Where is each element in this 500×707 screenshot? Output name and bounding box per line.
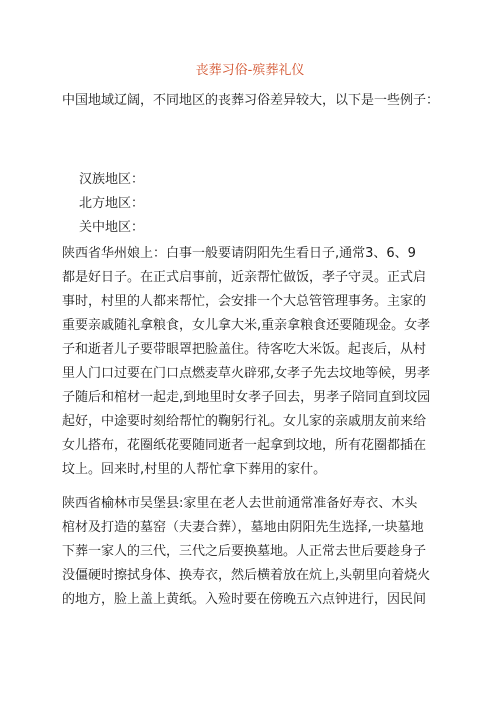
paragraph-line: 棺材及打造的墓窑（夫妻合葬），墓地由阴阳先生选择,一块墓地 (62, 520, 424, 535)
paragraph-line: 子随后和棺材一起走,到地里时女孝子回去，男孝子陪同直到坟园 (62, 390, 431, 405)
paragraph-line: 都是好日子。在正式启事前，近亲帮忙做饭，孝子守灵。正式启 (62, 270, 427, 285)
intro-text: 中国地域辽阔，不同地区的丧葬习俗差异较大，以下是一些例子： (62, 93, 440, 108)
region-label-guanzhong: 关中地区： (79, 220, 145, 235)
paragraph-line: 陕西省华州娘上：白事一般要请阴阳先生看日子,通常3、6、9 (62, 246, 416, 261)
document-title: 丧葬习俗-殡葬礼仪 (195, 63, 305, 78)
paragraph-line: 里人门口过要在门口点燃麦草火辟邪,女孝子先去坟地等候，男孝 (62, 366, 431, 381)
paragraph-line: 重要亲戚随礼拿粮食，女儿拿大米,重亲拿粮食还要随现金。女孝 (62, 318, 431, 333)
paragraph-line: 坟上。回来时,村里的人帮忙拿下葬用的家什。 (62, 462, 327, 477)
region-label-north: 北方地区： (79, 196, 145, 211)
paragraph-line: 事时，村里的人都来帮忙，会安排一个大总管管理事务。主家的 (62, 294, 427, 309)
paragraph-line: 没僵硬时擦拭身体、换寿衣，然后横着放在炕上,头朝里向着烧火 (62, 568, 431, 583)
region-label-han: 汉族地区： (79, 172, 145, 187)
paragraph-line: 子和逝者儿子要带眼罩把脸盖住。待客吃大米饭。起丧后，从村 (62, 342, 427, 357)
paragraph-line: 下葬一家人的三代，三代之后要换墓地。人正常去世后要趁身子 (62, 544, 427, 559)
paragraph-line: 陕西省榆林市吴堡县:家里在老人去世前通常准备好寿衣、木头 (62, 496, 418, 511)
paragraph-line: 女儿搭布，花圈纸花要随同逝者一起拿到坟地，所有花圈都插在 (62, 438, 427, 453)
paragraph-line: 的地方，脸上盖上黄纸。入殓时要在傍晚五六点钟进行，因民间 (62, 592, 427, 607)
paragraph-line: 起好，中途要时刻给帮忙的鞠躬行礼。女儿家的亲戚朋友前来给 (62, 414, 427, 429)
